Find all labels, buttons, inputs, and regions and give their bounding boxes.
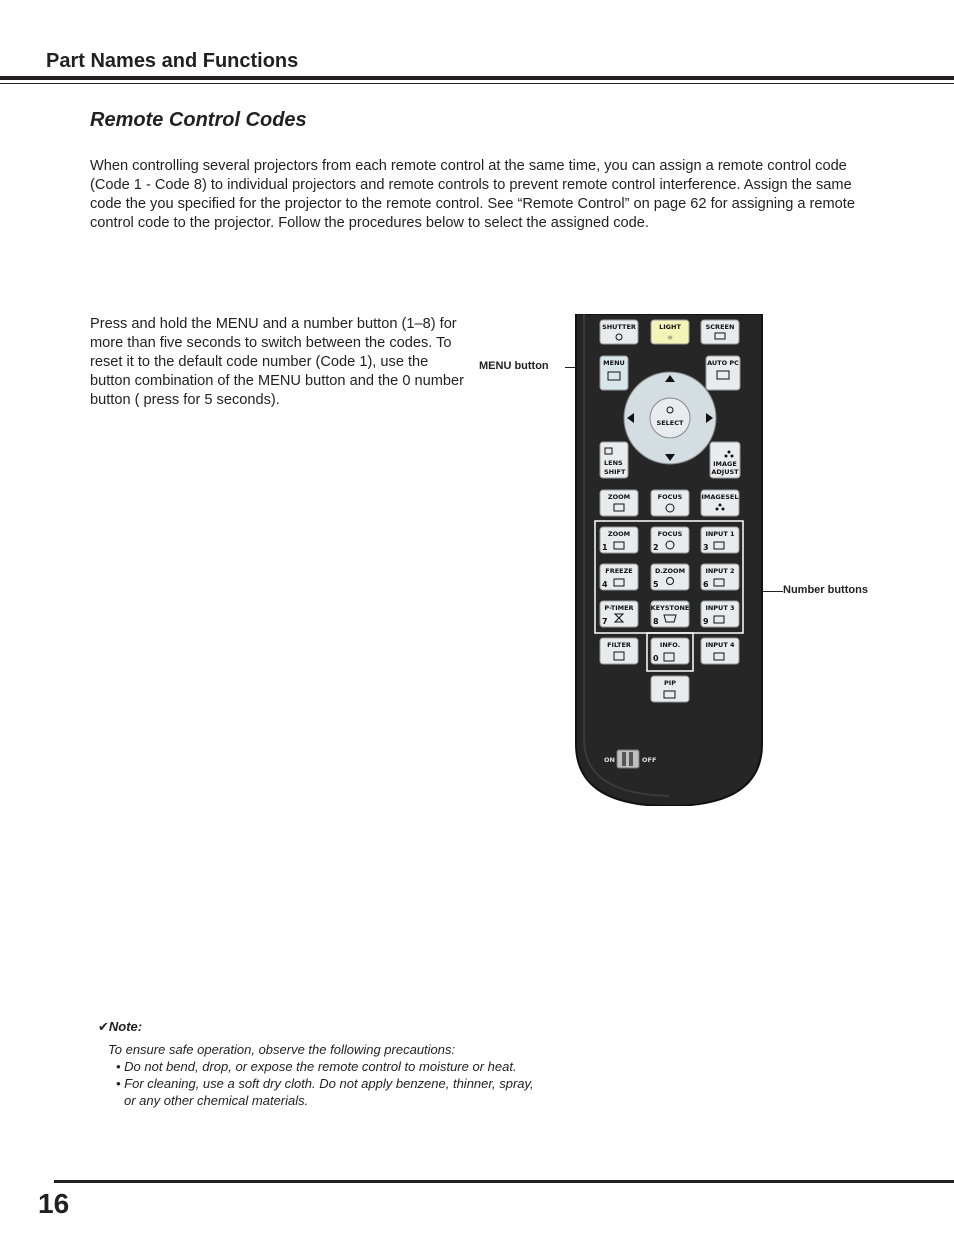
- light-button: [651, 320, 689, 344]
- zoom-button: [600, 490, 638, 516]
- svg-text:SHIFT: SHIFT: [604, 468, 626, 476]
- svg-text:FREEZE: FREEZE: [605, 567, 633, 575]
- screen-button: [701, 320, 739, 344]
- svg-text:FOCUS: FOCUS: [657, 530, 683, 538]
- svg-text:FILTER: FILTER: [607, 641, 631, 649]
- svg-text:INFO.: INFO.: [659, 641, 681, 649]
- svg-text:AUTO PC: AUTO PC: [707, 359, 739, 367]
- svg-text:SELECT: SELECT: [656, 419, 684, 427]
- svg-text:5: 5: [653, 580, 659, 589]
- shutter-button: [600, 320, 638, 344]
- svg-text:INPUT 3: INPUT 3: [705, 604, 735, 612]
- input2-6-button: [701, 564, 739, 590]
- imagesel-button: [701, 490, 739, 516]
- direction-pad: [624, 372, 716, 464]
- intro-paragraph: When controlling several projectors from each remote control at the same time, you can assign a remote control code (Code 1 - Code 8) to individual projectors and remote controls to prevent remote control interference. Assign the same code the you specified for the projector to the remote control. See “Remote Control” on page 62 for assigning a remote control code to the projector. Follow the procedures below to select the assigned code.: [90, 158, 855, 231]
- image-adjust-button: [710, 442, 740, 478]
- svg-text:ZOOM: ZOOM: [607, 493, 631, 501]
- svg-text:D.ZOOM: D.ZOOM: [654, 567, 686, 575]
- auto-pc-button: [706, 356, 740, 390]
- dzoom-5-button: [651, 564, 689, 590]
- pip-button: [651, 676, 689, 702]
- input1-3-button: [701, 527, 739, 553]
- focus-2-button: [651, 527, 689, 553]
- svg-text:SCREEN: SCREEN: [705, 323, 735, 331]
- filter-button: [600, 638, 638, 664]
- note-lead: To ensure safe operation, observe the following precautions:: [108, 1042, 456, 1057]
- input3-9-button: [701, 601, 739, 627]
- keystone-8-button: [651, 601, 690, 627]
- svg-text:LENS: LENS: [604, 459, 623, 467]
- svg-text:INPUT 4: INPUT 4: [705, 641, 735, 649]
- note-body: [108, 1041, 538, 1109]
- info-0-button: [651, 638, 689, 664]
- page-title: Remote Control Codes: [90, 109, 307, 131]
- note-item: • For cleaning, use a soft dry cloth. Do not apply benzene, thinner, spray, or any other chemical materials.: [116, 1076, 534, 1108]
- svg-text:OFF: OFF: [642, 756, 657, 764]
- footer-rule: [54, 1180, 954, 1183]
- menu-button: [600, 356, 628, 390]
- note-item: • Do not bend, drop, or expose the remote control to moisture or heat.: [116, 1059, 517, 1074]
- svg-text:P-TIMER: P-TIMER: [604, 604, 634, 612]
- svg-text:IMAGESEL: IMAGESEL: [701, 493, 739, 501]
- svg-text:MENU: MENU: [603, 359, 625, 367]
- freeze-4-button: [600, 564, 638, 590]
- svg-text:8: 8: [653, 617, 659, 626]
- note-heading: ✔Note:: [98, 1019, 143, 1034]
- svg-text:SHUTTER: SHUTTER: [602, 323, 636, 331]
- header-rule: [0, 76, 954, 80]
- svg-text:KEYSTONE: KEYSTONE: [650, 604, 690, 612]
- svg-text:2: 2: [653, 543, 659, 552]
- svg-text:INPUT 1: INPUT 1: [705, 530, 735, 538]
- ptimer-7-button: [600, 601, 638, 627]
- section-header: Part Names and Functions: [46, 50, 299, 72]
- svg-text:6: 6: [703, 580, 709, 589]
- lens-shift-button: [600, 442, 628, 478]
- svg-text:9: 9: [703, 617, 709, 626]
- svg-text:ON: ON: [604, 756, 615, 764]
- svg-text:ADJUST: ADJUST: [711, 468, 739, 476]
- svg-text:PIP: PIP: [664, 679, 676, 687]
- svg-text:4: 4: [602, 580, 608, 589]
- page-number: 16: [38, 1188, 70, 1219]
- svg-text:☼: ☼: [667, 334, 673, 342]
- instruction-paragraph: Press and hold the MENU and a number button (1–8) for more than five seconds to switch between the codes. To reset it to the default code number (Code 1), use the button combination of the MENU button and the 0 number button ( press for 5 seconds).: [90, 316, 464, 408]
- svg-text:1: 1: [602, 543, 608, 552]
- input4-button: [701, 638, 739, 664]
- menu-button-callout: MENU button: [479, 360, 549, 372]
- number-buttons-callout: Number buttons: [783, 584, 868, 596]
- svg-text:0: 0: [653, 654, 659, 663]
- svg-text:3: 3: [703, 543, 709, 552]
- svg-text:7: 7: [602, 617, 608, 626]
- focus-button: [651, 490, 689, 516]
- svg-text:INPUT 2: INPUT 2: [705, 567, 735, 575]
- svg-text:ZOOM: ZOOM: [607, 530, 631, 538]
- svg-text:FOCUS: FOCUS: [657, 493, 683, 501]
- remote-control-illustration: [574, 314, 764, 806]
- svg-text:LIGHT: LIGHT: [659, 323, 681, 331]
- svg-text:IMAGE: IMAGE: [713, 460, 737, 468]
- zoom-1-button: [600, 527, 638, 553]
- header-rule-thin: [0, 83, 954, 84]
